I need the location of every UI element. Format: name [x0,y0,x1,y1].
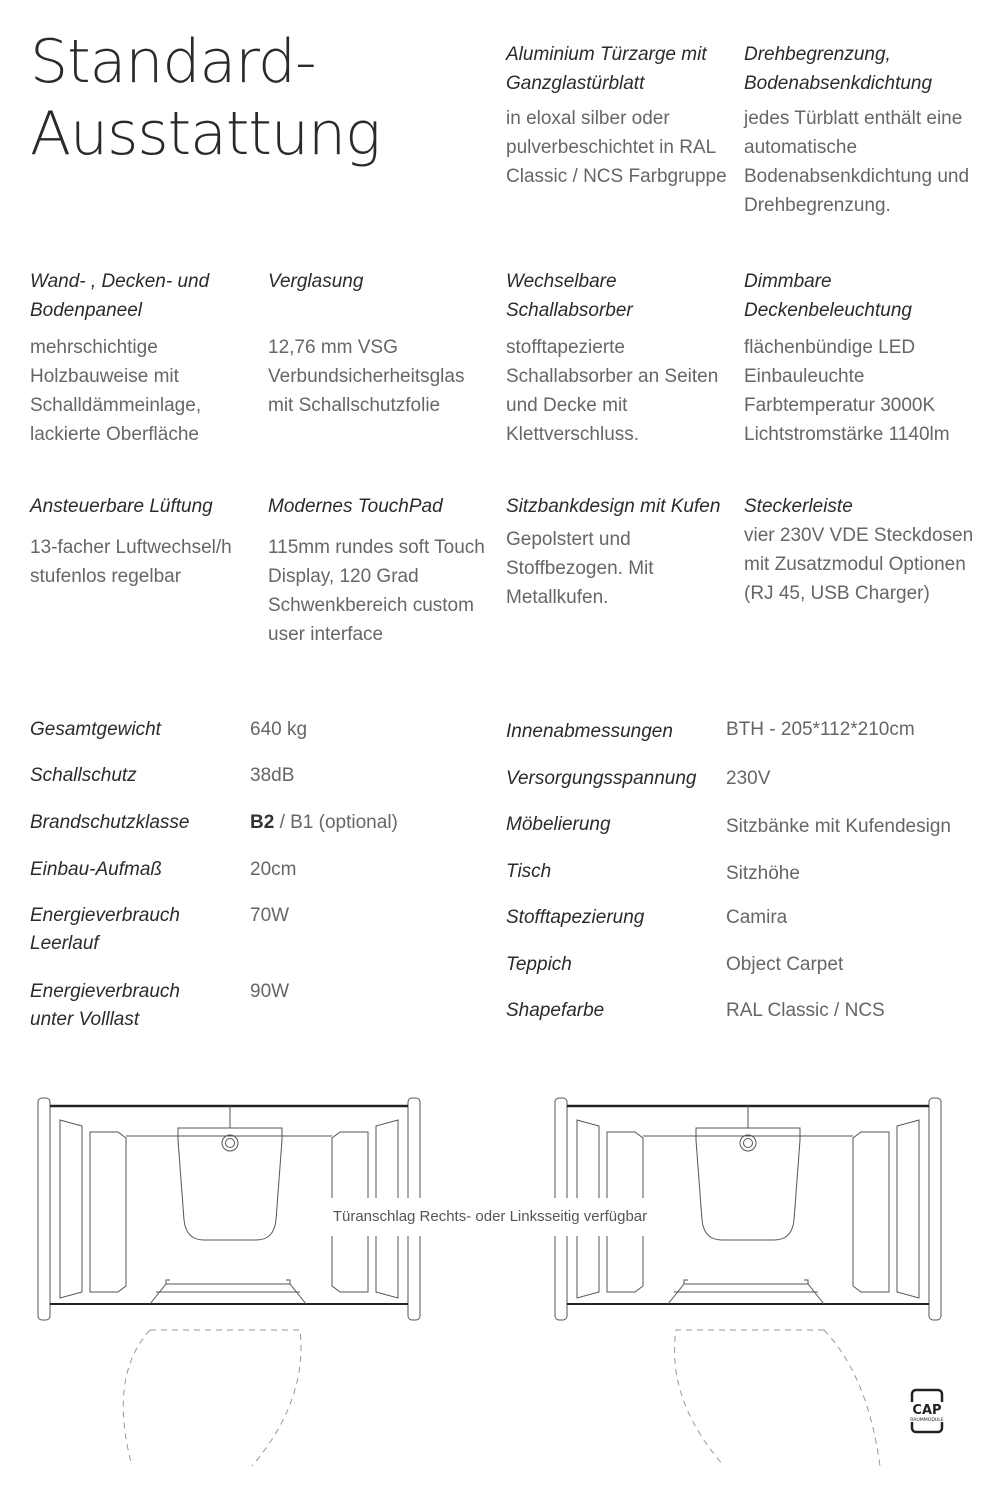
spec-label: Teppich [506,954,572,975]
feature-heading: Verglasung [268,271,364,292]
plan-touchpad [222,1135,238,1151]
spec-value: Sitzhöhe [726,863,800,884]
feature-ventilation [30,492,262,591]
plan-table [696,1128,800,1240]
plan-side-panel [60,1120,82,1298]
spec-value: 640 kg [250,719,308,740]
spec-label-line-2: Leerlauf [30,933,99,954]
spec-value-strong: B2 [250,812,275,833]
spec-value: RAL Classic / NCS [726,1000,885,1021]
spec-label-line-1: Energieverbrauch [30,981,180,1002]
plan-touchpad-inner [744,1139,753,1148]
title-line-2: Ausstattung [30,99,380,169]
plan-right-end-cap [929,1098,941,1320]
feature-heading: Modernes TouchPad [268,496,443,517]
feature-body: 12,76 mm VSG Verbundsicherheitsglas mit Schallschutzfolie [268,337,465,416]
spec-label: Versorgungsspannung [506,768,697,789]
spec-value: 20cm [250,859,297,880]
spec-label: Tisch [506,861,552,882]
feature-heading: Steckerleiste [744,496,853,517]
spec-value: 38dB [250,765,295,786]
feature-power-strip [744,492,984,608]
logo-subtext: RAUMMODULE [910,1418,944,1423]
spec-label: Möbelierung [506,814,611,835]
door-hinge-note: Türanschlag Rechts- oder Linksseitig verfügbar [322,1198,658,1236]
feature-heading: Aluminium Türzarge mit Ganzglastürblatt [506,44,707,94]
feature-absorbers [506,267,738,449]
feature-heading: Dimmbare Deckenbeleuchtung [744,271,912,321]
plan-touchpad [740,1135,756,1151]
feature-bench [506,492,738,612]
spec-value: BTH - 205*112*210cm [726,719,915,740]
plan-bench [853,1132,889,1292]
feature-touchpad [268,492,493,649]
title-line-1: Standard- [30,27,316,97]
floor-plan-left [38,1098,420,1466]
spec-label: Einbau-Aufmaß [30,859,163,880]
plan-door-hinge [804,1280,808,1284]
spec-label-line-1: Energieverbrauch [30,905,180,926]
spec-value: 230V [726,768,771,789]
spec-label [30,978,180,1034]
plan-door-frame [150,1284,306,1304]
spec-label [30,902,180,958]
spec-value: 90W [250,981,290,1002]
spec-label: Gesamtgewicht [30,719,161,740]
feature-body: vier 230V VDE Steckdosen mit Zusatzmodul Optionen (RJ 45, USB Charger) [744,525,974,604]
spec-value: Camira [726,907,788,928]
feature-heading: Wand- , Decken- und Bodenpaneel [30,271,210,321]
spec-value: Sitzbänke mit Kufendesign [726,816,951,837]
feature-body: 115mm rundes soft Touch Display, 120 Grad Schwenkbereich custom user interface [268,537,485,645]
spec-label: Shapefarbe [506,1000,605,1021]
feature-body: mehrschichtige Holzbauweise mit Schalldämmeinlage, lackierte Oberfläche [30,337,202,445]
floor-plans [0,1080,1000,1480]
feature-heading: Ansteuerbare Lüftung [30,496,213,517]
feature-door-frame [506,40,738,191]
plan-bench [90,1132,126,1292]
feature-body: Gepolstert und Stoffbezogen. Mit Metallkufen. [506,529,654,608]
feature-body: in eloxal silber oder pulverbeschichtet in RAL Classic / NCS Farbgruppe [506,108,727,187]
plan-table [178,1128,282,1240]
spec-value-rest: / B1 (optional) [274,812,398,833]
feature-panels [30,267,262,449]
plan-door-frame [668,1284,824,1304]
feature-glazing [268,267,493,420]
plan-door-hinge [684,1280,688,1284]
plan-door-swing-alt [824,1330,880,1466]
spec-value [250,809,398,837]
feature-lighting [744,267,984,449]
floor-plan-right [555,1098,941,1466]
spec-label: Stofftapezierung [506,907,645,928]
page-title [30,26,380,170]
plan-door-swing [675,1330,824,1466]
feature-heading: Wechselbare Schallabsorber [506,271,633,321]
plan-door-hinge [166,1280,170,1284]
plan-door-hinge [286,1280,290,1284]
spec-label: Brandschutzklasse [30,812,190,833]
plan-left-end-cap [38,1098,50,1320]
plan-door-swing-alt [123,1330,150,1466]
spec-label-line-2: unter Volllast [30,1009,140,1030]
plan-door-swing [150,1330,301,1466]
feature-body: jedes Türblatt enthält eine automatische Bodenabsenkdichtung und Drehbegrenzung. [744,108,970,216]
plan-side-panel [897,1120,919,1298]
spec-label: Innenabmessungen [506,721,673,742]
feature-heading: Drehbegrenzung, Bodenabsenkdichtung [744,44,933,94]
cap-logo [904,1388,950,1434]
feature-body: stofftapezierte Schallabsorber an Seiten und Decke mit Klettverschluss. [506,337,719,445]
logo-text: CAP [912,1403,942,1418]
feature-floor-seal [744,40,976,220]
spec-label: Schallschutz [30,765,137,786]
spec-value: 70W [250,905,290,926]
spec-value: Object Carpet [726,954,844,975]
plan-touchpad-inner [226,1139,235,1148]
feature-heading: Sitzbankdesign mit Kufen [506,496,721,517]
feature-body: 13-facher Luftwechsel/h stufenlos regelbar [30,537,232,587]
feature-body: flächenbündige LED Einbauleuchte Farbtemperatur 3000K Lichtstromstärke 1140lm [744,337,950,445]
